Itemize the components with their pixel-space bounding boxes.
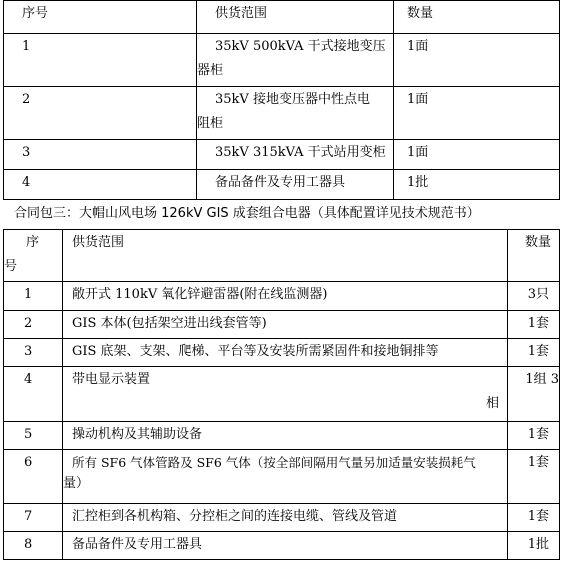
table-row: [4, 140, 560, 170]
header-cell-qty: 数量: [508, 230, 560, 282]
cell-item: 所有 SF6 气体管路及 SF6 气体（按全部间隔用气量另加适量安装损耗气 量）: [63, 450, 508, 504]
cell-no: 3: [4, 140, 197, 170]
cell-no: 7: [4, 504, 63, 532]
cell-qty: 1批: [508, 532, 560, 560]
supply-table-2: [3, 229, 560, 560]
cell-qty: 1套: [508, 450, 560, 504]
cell-qty: 1套: [508, 339, 560, 367]
cell-qty: 1套: [508, 422, 560, 450]
table-row: [4, 422, 560, 450]
cell-item: GIS 底架、支架、爬梯、平台等及安装所需紧固件和接地铜排等: [63, 339, 508, 367]
cell-qty: 1批: [394, 170, 560, 200]
table-header-row: [4, 230, 560, 282]
table-row: [4, 450, 560, 504]
cell-no: 1: [4, 282, 63, 311]
cell-item: 汇控柜到各机构箱、分控柜之间的连接电缆、管线及管道: [63, 504, 508, 532]
cell-no: 6: [4, 450, 63, 504]
cell-item: 备品备件及专用工器具: [63, 532, 508, 560]
table-header-row: [4, 1, 560, 34]
table-row: [4, 532, 560, 560]
cell-item: 35kV 500kVA 干式接地变压 器柜: [197, 34, 394, 87]
cell-no: 8: [4, 532, 63, 560]
package-caption: 合同包三：大帽山风电场 126kV GIS 成套组合电器（具体配置详见技术规范书）: [14, 206, 480, 221]
supply-table-1: [3, 0, 560, 200]
cell-no: 5: [4, 422, 63, 450]
cell-qty: 1组 3 相: [508, 367, 560, 422]
table-row: [4, 34, 560, 87]
cell-item: GIS 本体(包括架空进出线套管等): [63, 311, 508, 339]
cell-qty: 1套: [508, 504, 560, 532]
table-row: [4, 282, 560, 311]
table-row: [4, 504, 560, 532]
cell-no: 1: [4, 34, 197, 87]
cell-item: 35kV 接地变压器中性点电 阻柜: [197, 87, 394, 140]
cell-qty: 1套: [508, 311, 560, 339]
header-cell: 供货范围: [197, 1, 394, 34]
cell-no: 3: [4, 339, 63, 367]
table-row: [4, 170, 560, 200]
cell-no: 4: [4, 367, 63, 422]
table-row: [4, 339, 560, 367]
header-cell-item: 供货范围: [63, 230, 508, 282]
cell-item: 35kV 315kVA 干式站用变柜: [197, 140, 394, 170]
cell-item: 操动机构及其辅助设备: [63, 422, 508, 450]
cell-qty: 1面: [394, 140, 560, 170]
cell-no: 2: [4, 311, 63, 339]
cell-item: 敞开式 110kV 氧化锌避雷器(附在线监测器): [63, 282, 508, 311]
table-row: [4, 367, 560, 422]
cell-qty: 3只: [508, 282, 560, 311]
header-cell: 数量: [394, 1, 560, 34]
cell-qty: 1面: [394, 87, 560, 140]
header-cell: 序号: [4, 1, 197, 34]
table-row: [4, 87, 560, 140]
cell-item: 带电显示装置: [63, 367, 508, 422]
cell-no: 2: [4, 87, 197, 140]
cell-no: 4: [4, 170, 197, 200]
cell-qty: 1面: [394, 34, 560, 87]
header-cell-no: 序 号: [4, 230, 63, 282]
table-row: [4, 311, 560, 339]
cell-item: 备品备件及专用工器具: [197, 170, 394, 200]
